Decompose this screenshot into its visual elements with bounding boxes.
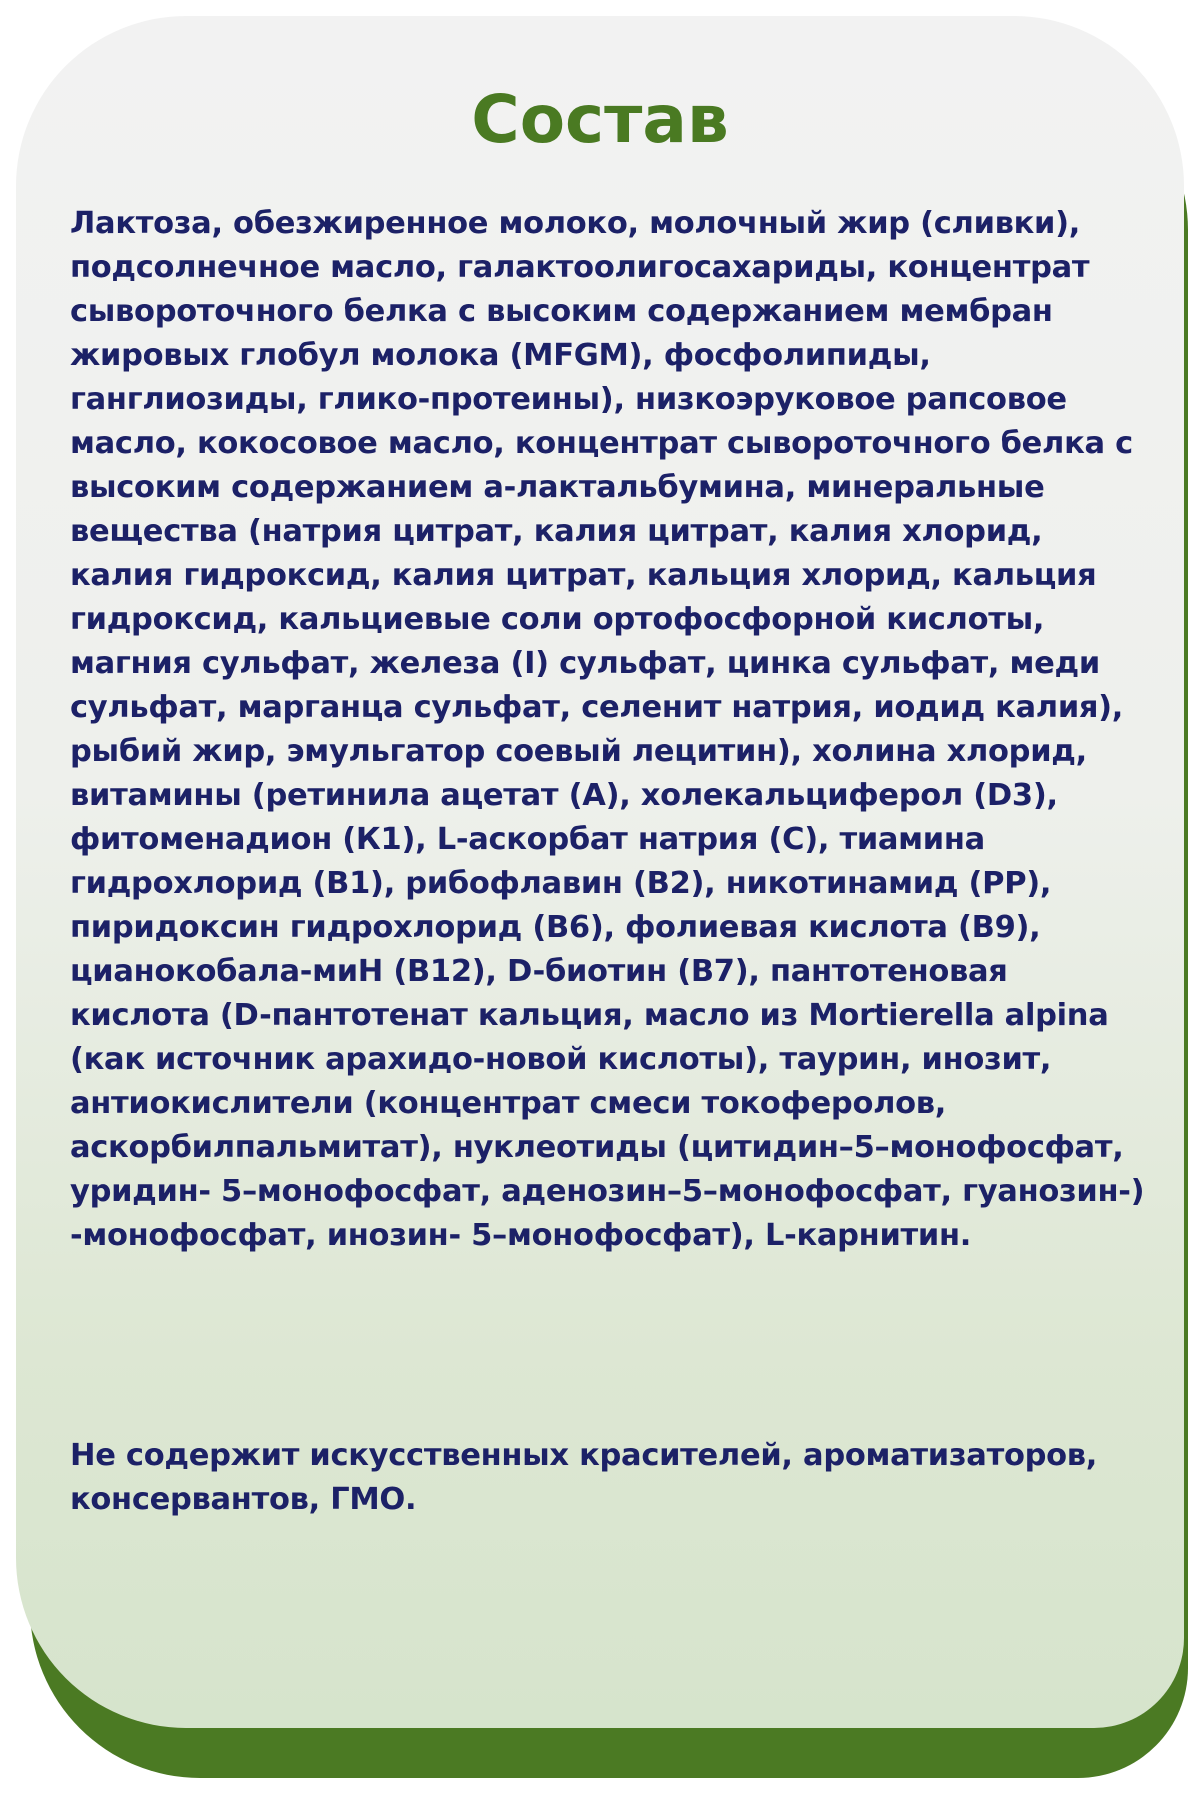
- composition-text: Лактоза, обезжиренное молоко, молочный жир (сливки), подсолнечное масло, галактоолигосахариды, концентрат сывороточного белка с высоким содержанием мембран жировых глобул молока (MFGM), фосфолипиды, ганглиозиды, глико-протеины), низкоэруковое рапсовое масло, кокосовое масло, концентрат сывороточного белка с высоким содержанием а-лактальбумина, минеральные вещества (натрия цитрат, калия цитрат, калия хлорид, калия гидроксид, калия цитрат, кальция хлорид, кальция гидроксид, кальциевые соли ортофосфорной кислоты, магния сульфат, железа (I) сульфат, цинка сульфат, меди сульфат, марганца сульфат, селенит натрия, иодид калия), рыбий жир, эмульгатор соевый лецитин), холина хлорид, витамины (ретинила ацетат (А), холекальциферол (D3), фитоменадион (К1), L-аскорбат натрия (С), тиамина гидрохлорид (В1), рибофлавин (В2), никотинамид (РР), пиридоксин гидрохлорид (В6), фолиевая кислота (В9), цианокобала-миН (В12), D-биотин (В7), пантотеновая кислота (D-пантотенат кальция, масло из Mortierella alpina (как источник арахидо-новой кислоты), таурин, инозит, антиокислители (концентрат смеси токоферолов, аскорбилпальмитат), нуклеотиды (цитидин–5–монофосфат, уридин- 5–монофосфат, аденозин–5–монофосфат, гуанозин-) -монофосфат, инозин- 5–монофосфат), L-карнитин.: [70, 206, 1145, 1253]
- card-title: Состав: [471, 81, 729, 158]
- additives-note: Не содержит искусственных красителей, ароматизаторов, консервантов, ГМО.: [70, 1438, 1098, 1517]
- composition-card: [16, 16, 1184, 1728]
